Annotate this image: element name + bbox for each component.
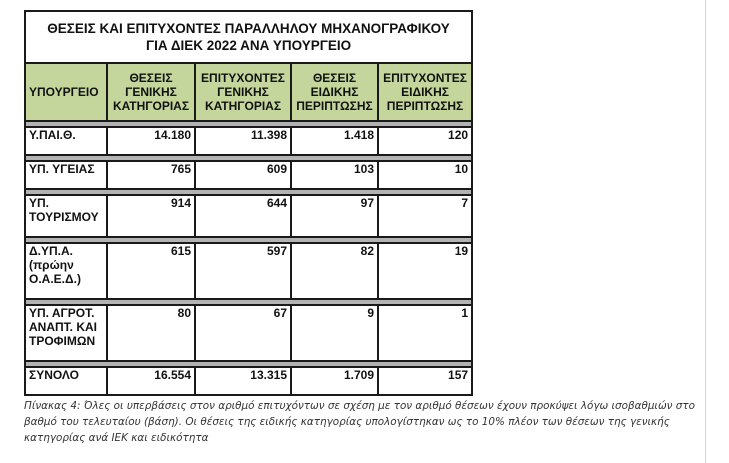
table-row-total xyxy=(25,367,472,395)
cell-general-positions: 765 xyxy=(107,161,195,189)
cell-special-successful: 120 xyxy=(378,127,472,155)
table-title-line1: ΘΕΣΕΙΣ ΚΑΙ ΕΠΙΤΥΧΟΝΤΕΣ ΠΑΡΑΛΛΗΛΟΥ ΜΗΧΑΝΟΓΡΑΦΙΚΟΥ xyxy=(47,21,450,36)
cell-special-successful: 10 xyxy=(378,161,472,189)
cell-ministry: ΥΠ. ΑΓΡΟΤ. ΑΝΑΠΤ. ΚΑΙ ΤΡΟΦΙΜΩΝ xyxy=(25,305,107,361)
cell-special-positions: 103 xyxy=(291,161,378,189)
cell-general-positions: 14.180 xyxy=(107,127,195,155)
table-row xyxy=(25,127,472,155)
cell-ministry: Υ.ΠΑΙ.Θ. xyxy=(25,127,107,155)
header-general-successful: ΕΠΙΤΥΧΟΝΤΕΣ ΓΕΝΙΚΗΣ ΚΑΤΗΓΟΡΙΑΣ xyxy=(195,63,291,121)
table-row xyxy=(25,195,472,237)
cell-general-successful: 11.398 xyxy=(195,127,291,155)
table-row xyxy=(25,243,472,299)
cell-general-successful: 67 xyxy=(195,305,291,361)
table-title-line2: ΓΙΑ ΔΙΕΚ 2022 ΑΝΑ ΥΠΟΥΡΓΕΙΟ xyxy=(145,38,352,53)
cell-general-successful: 609 xyxy=(195,161,291,189)
cell-general-successful: 597 xyxy=(195,243,291,299)
cell-general-positions: 16.554 xyxy=(107,367,195,395)
header-general-positions: ΘΕΣΕΙΣ ΓΕΝΙΚΗΣ ΚΑΤΗΓΟΡΙΑΣ xyxy=(107,63,195,121)
cell-special-positions: 1.418 xyxy=(291,127,378,155)
cell-ministry: ΣΥΝΟΛΟ xyxy=(25,367,107,395)
cell-special-successful: 19 xyxy=(378,243,472,299)
cell-ministry: ΥΠ. ΥΓΕΙΑΣ xyxy=(25,161,107,189)
table-title xyxy=(25,11,472,63)
cell-ministry: Δ.ΥΠ.Α. (πρώην Ο.Α.Ε.Δ.) xyxy=(25,243,107,299)
ministry-stats-table xyxy=(24,10,473,396)
cell-ministry: ΥΠ. ΤΟΥΡΙΣΜΟΥ xyxy=(25,195,107,237)
table-row xyxy=(25,161,472,189)
cell-special-positions: 1.709 xyxy=(291,367,378,395)
cell-special-positions: 82 xyxy=(291,243,378,299)
cell-general-positions: 80 xyxy=(107,305,195,361)
header-ministry: ΥΠΟΥΡΓΕΙΟ xyxy=(25,63,107,121)
header-special-positions: ΘΕΣΕΙΣ ΕΙΔΙΚΗΣ ΠΕΡΙΠΤΩΣΗΣ xyxy=(291,63,378,121)
cell-general-positions: 615 xyxy=(107,243,195,299)
cell-general-positions: 914 xyxy=(107,195,195,237)
page-edge-divider xyxy=(705,0,706,463)
cell-special-successful: 157 xyxy=(378,367,472,395)
table-row xyxy=(25,305,472,361)
cell-general-successful: 13.315 xyxy=(195,367,291,395)
table-header-row xyxy=(25,63,472,121)
cell-special-positions: 9 xyxy=(291,305,378,361)
cell-special-successful: 1 xyxy=(378,305,472,361)
table-title-row xyxy=(25,11,472,63)
table-caption: Πίνακας 4: Όλες οι υπερβάσεις στον αριθμό επιτυχόντων σε σχέση με τον αριθμό θέσεων έχουν προκύψει λόγω ισοβαθμιών στο βαθμό του τελευταίου (βάση). Οι θέσεις της ειδικής κατηγορίας υπολογίστηκαν ως το 10% πλέον των θέσεων της γενικής κατηγορίας ανά ΙΕΚ και ειδικότητα xyxy=(24,400,695,444)
cell-general-successful: 644 xyxy=(195,195,291,237)
cell-special-positions: 97 xyxy=(291,195,378,237)
header-special-successful: ΕΠΙΤΥΧΟΝΤΕΣ ΕΙΔΙΚΗΣ ΠΕΡΙΠΤΩΣΗΣ xyxy=(378,63,472,121)
cell-special-successful: 7 xyxy=(378,195,472,237)
